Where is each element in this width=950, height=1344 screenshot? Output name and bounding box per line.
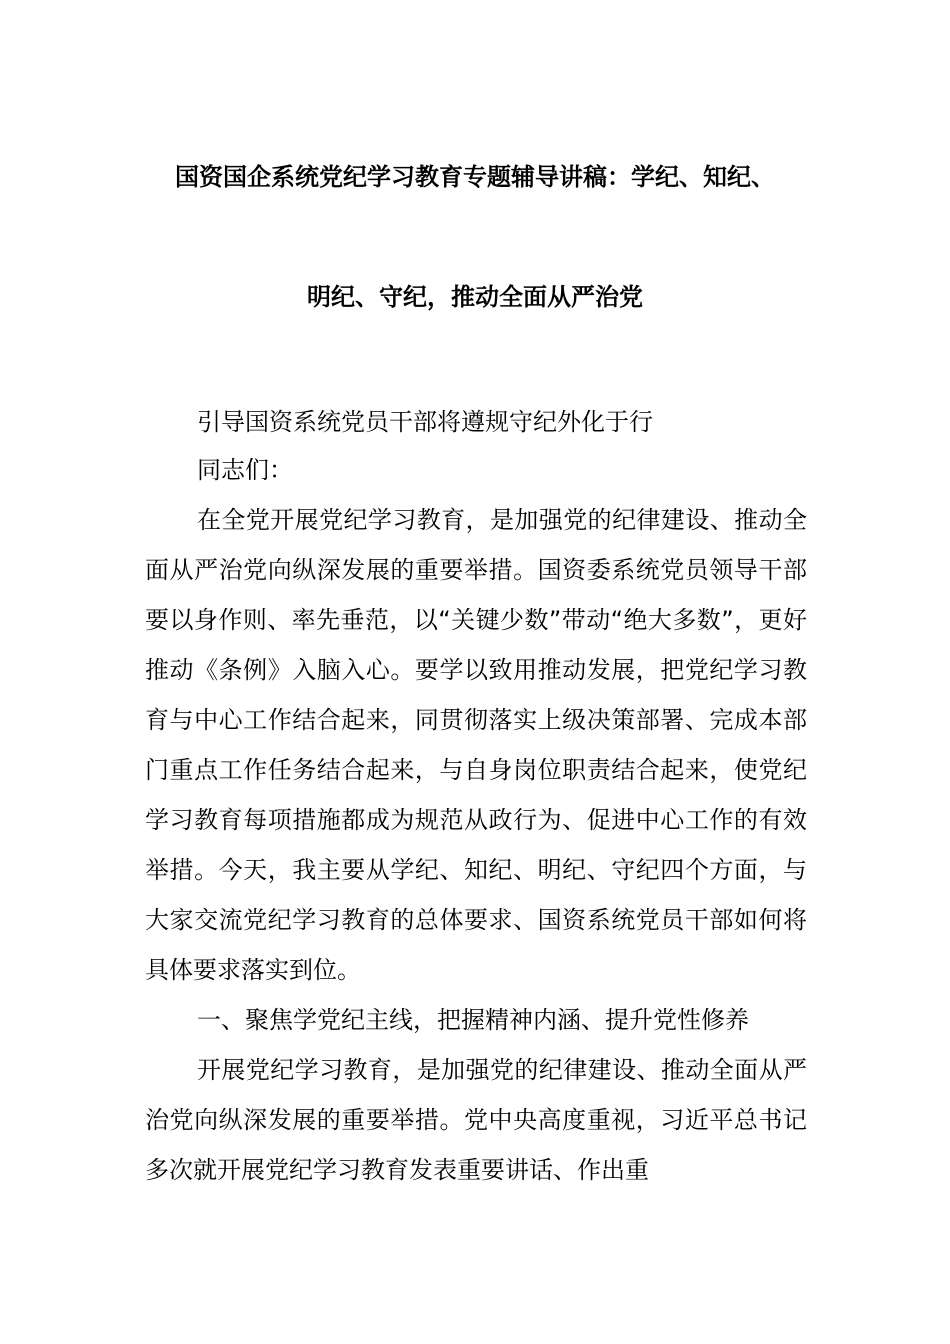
document-subtitle: 引导国资系统党员干部将遵规守纪外化于行 (197, 408, 653, 436)
document-title-line-2: 明纪、守纪，推动全面从严治党 (307, 283, 643, 311)
document-title-line-1: 国资国企系统党纪学习教育专题辅导讲稿：学纪、知纪、 (175, 163, 775, 191)
greeting: 同志们： (197, 456, 293, 484)
paragraph-intro: 在全党开展党纪学习教育，是加强党的纪律建设、推动全面从严治党向纵深发展的重要举措。国资委系统党员领导干部要以身作则、率先垂范，以“关键少数”带动“绝大多数”，更好推动《条例》入脑入心。要学以致用推动发展，把党纪学习教育与中心工作结合起来，同贯彻落实上级决策部署、完成本部门重点工作任务结合起来，与自身岗位职责结合起来，使党纪学习教育每项措施都成为规范从政行为、促进中心工作的有效举措。今天，我主要从学纪、知纪、明纪、守纪四个方面，与大家交流党纪学习教育的总体要求、国资系统党员干部如何将具体要求落实到位。 (145, 506, 807, 984)
section-heading-1: 一、聚焦学党纪主线，把握精神内涵、提升党性修养 (197, 1006, 749, 1034)
paragraph-section-1: 开展党纪学习教育，是加强党的纪律建设、推动全面从严治党向纵深发展的重要举措。党中央高度重视，习近平总书记多次就开展党纪学习教育发表重要讲话、作出重 (145, 1056, 807, 1184)
